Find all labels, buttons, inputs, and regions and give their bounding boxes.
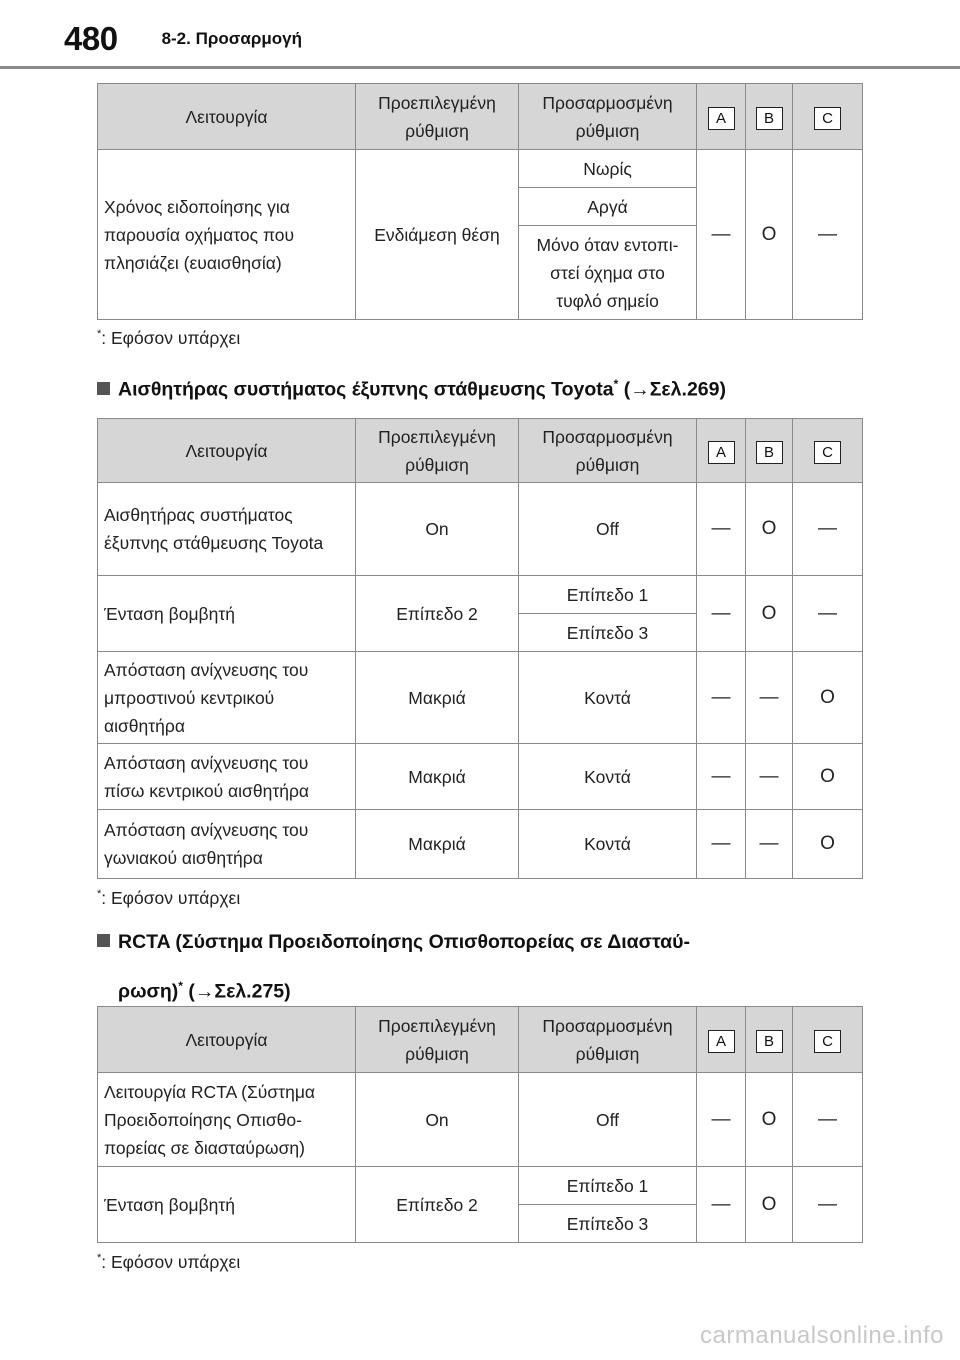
default-cell: On <box>356 1073 519 1167</box>
mark-a-cell: — <box>697 1167 746 1243</box>
mark-b-cell: O <box>746 1167 793 1243</box>
function-cell: Λειτουργία RCTA (Σύστημα Προειδοποίησης Οπισθο-πορείας σε διασταύρωση) <box>98 1073 356 1167</box>
section-title: 8-2. Προσαρμογή <box>161 29 302 48</box>
mark-c-cell: O <box>793 652 863 744</box>
footnote <box>97 1252 240 1273</box>
footnote-text: : Εφόσον υπάρχει <box>101 328 241 348</box>
footnote <box>97 888 240 909</box>
mark-a-cell: — <box>697 483 746 576</box>
heading-text: Αισθητήρας συστήματος έξυπνης στάθμευσης Toyota <box>118 378 614 401</box>
custom-cell: Αργά <box>519 188 697 226</box>
heading-line-2: ρωση)* (→Σελ.275) <box>118 979 291 1003</box>
custom-cell: Επίπεδο 1 <box>519 576 697 614</box>
box-c-icon: C <box>814 107 841 130</box>
mark-a-cell: — <box>697 652 746 744</box>
mark-c-cell: O <box>793 810 863 879</box>
page-number: 480 <box>64 20 118 57</box>
col-function-header: Λειτουργία <box>98 1007 356 1073</box>
page-ref-link[interactable]: Σελ.269 <box>649 378 720 401</box>
box-b-icon: B <box>756 441 783 464</box>
col-default-header: Προεπιλεγμένη ρύθμιση <box>356 419 519 483</box>
table-row <box>98 150 863 188</box>
mark-b-cell: O <box>746 576 793 652</box>
table-header-row <box>98 1007 863 1073</box>
col-custom-header: Προσαρμοσμένη ρύθμιση <box>519 84 697 150</box>
box-a-icon: A <box>708 107 735 130</box>
function-cell: Χρόνος ειδοποίησης για παρουσία οχήματος που πλησιάζει (ευαισθησία) <box>98 150 356 320</box>
mark-c-cell: — <box>793 1073 863 1167</box>
arrow-right-icon: → <box>630 378 650 401</box>
mark-c-cell: O <box>793 744 863 810</box>
col-c-header <box>793 419 863 483</box>
arrow-right-icon: → <box>194 980 215 1003</box>
mark-c-cell: — <box>793 483 863 576</box>
col-custom-header: Προσαρμοσμένη ρύθμιση <box>519 1007 697 1073</box>
box-b-icon: B <box>756 107 783 130</box>
custom-cell: Επίπεδο 3 <box>519 614 697 652</box>
footnote-star: * <box>97 328 102 341</box>
table-header-row <box>98 419 863 483</box>
table-row <box>98 810 863 879</box>
default-cell: On <box>356 483 519 576</box>
settings-table-3 <box>97 1006 863 1243</box>
table-header-row <box>98 84 863 150</box>
mark-b-cell: — <box>746 652 793 744</box>
box-b-icon: B <box>756 1030 783 1053</box>
footnote-text: : Εφόσον υπάρχει <box>101 888 241 908</box>
heading-star: * <box>613 377 619 391</box>
function-cell: Απόσταση ανίχνευσης του πίσω κεντρικού αισθητήρα <box>98 744 356 810</box>
default-cell: Επίπεδο 2 <box>356 576 519 652</box>
custom-cell: Επίπεδο 1 <box>519 1167 697 1205</box>
section-heading-rcta <box>97 924 690 1010</box>
box-a-icon: A <box>708 441 735 464</box>
col-a-header <box>697 84 746 150</box>
col-custom-header: Προσαρμοσμένη ρύθμιση <box>519 419 697 483</box>
mark-a-cell: — <box>697 150 746 320</box>
box-c-icon: C <box>814 441 841 464</box>
col-function-header: Λειτουργία <box>98 84 356 150</box>
function-cell: Απόσταση ανίχνευσης του μπροστινού κεντρικού αισθητήρα <box>98 652 356 744</box>
table-row <box>98 744 863 810</box>
col-b-header <box>746 84 793 150</box>
table-row <box>98 1073 863 1167</box>
page-header <box>64 14 302 64</box>
default-cell: Μακριά <box>356 652 519 744</box>
default-cell: Ενδιάμεση θέση <box>356 150 519 320</box>
mark-b-cell: O <box>746 150 793 320</box>
default-cell: Μακριά <box>356 810 519 879</box>
mark-b-cell: — <box>746 744 793 810</box>
custom-cell: Off <box>519 483 697 576</box>
custom-cell: Μόνο όταν εντοπι-στεί όχημα στο τυφλό σημείο <box>519 226 697 320</box>
bullet-square-icon <box>97 382 110 395</box>
custom-cell: Κοντά <box>519 652 697 744</box>
col-a-header <box>697 419 746 483</box>
box-c-icon: C <box>814 1030 841 1053</box>
bullet-square-icon <box>97 934 110 947</box>
table-row <box>98 576 863 614</box>
col-default-header: Προεπιλεγμένη ρύθμιση <box>356 1007 519 1073</box>
mark-a-cell: — <box>697 744 746 810</box>
function-cell: Ένταση βομβητή <box>98 1167 356 1243</box>
mark-a-cell: — <box>697 1073 746 1167</box>
mark-b-cell: O <box>746 483 793 576</box>
col-c-header <box>793 1007 863 1073</box>
heading-text-cont: ρωση) <box>118 980 179 1003</box>
settings-table-1 <box>97 83 863 320</box>
box-a-icon: A <box>708 1030 735 1053</box>
col-default-header: Προεπιλεγμένη ρύθμιση <box>356 84 519 150</box>
footnote <box>97 328 240 349</box>
col-b-header <box>746 1007 793 1073</box>
watermark: carmanualsonline.info <box>700 1322 944 1349</box>
heading-star: * <box>178 979 183 993</box>
function-cell: Αισθητήρας συστήματος έξυπνης στάθμευσης Toyota <box>98 483 356 576</box>
table-row <box>98 483 863 576</box>
mark-a-cell: — <box>697 576 746 652</box>
col-function-header: Λειτουργία <box>98 419 356 483</box>
mark-c-cell: — <box>793 1167 863 1243</box>
footnote-text: : Εφόσον υπάρχει <box>101 1252 241 1272</box>
settings-table-2 <box>97 418 863 879</box>
custom-cell: Κοντά <box>519 810 697 879</box>
function-cell: Απόσταση ανίχνευσης του γωνιακού αισθητήρα <box>98 810 356 879</box>
page-ref-link[interactable]: Σελ.275 <box>214 980 285 1003</box>
section-heading-parking-sensor: Αισθητήρας συστήματος έξυπνης στάθμευσης Toyota* (→Σελ.269) <box>97 366 726 408</box>
heading-line-1 <box>97 924 690 960</box>
mark-c-cell: — <box>793 150 863 320</box>
col-c-header <box>793 84 863 150</box>
header-divider <box>0 66 960 69</box>
custom-cell: Off <box>519 1073 697 1167</box>
default-cell: Μακριά <box>356 744 519 810</box>
col-a-header <box>697 1007 746 1073</box>
heading-text: RCTA (Σύστημα Προειδοποίησης Οπισθοπορείας σε Διασταύ- <box>118 931 690 953</box>
footnote-star: * <box>97 1252 102 1265</box>
mark-c-cell: — <box>793 576 863 652</box>
footnote-star: * <box>97 888 102 901</box>
custom-cell: Νωρίς <box>519 150 697 188</box>
col-b-header <box>746 419 793 483</box>
mark-a-cell: — <box>697 810 746 879</box>
table-row <box>98 652 863 744</box>
custom-cell: Κοντά <box>519 744 697 810</box>
mark-b-cell: — <box>746 810 793 879</box>
custom-cell: Επίπεδο 3 <box>519 1205 697 1243</box>
mark-b-cell: O <box>746 1073 793 1167</box>
table-row <box>98 1167 863 1205</box>
default-cell: Επίπεδο 2 <box>356 1167 519 1243</box>
function-cell: Ένταση βομβητή <box>98 576 356 652</box>
